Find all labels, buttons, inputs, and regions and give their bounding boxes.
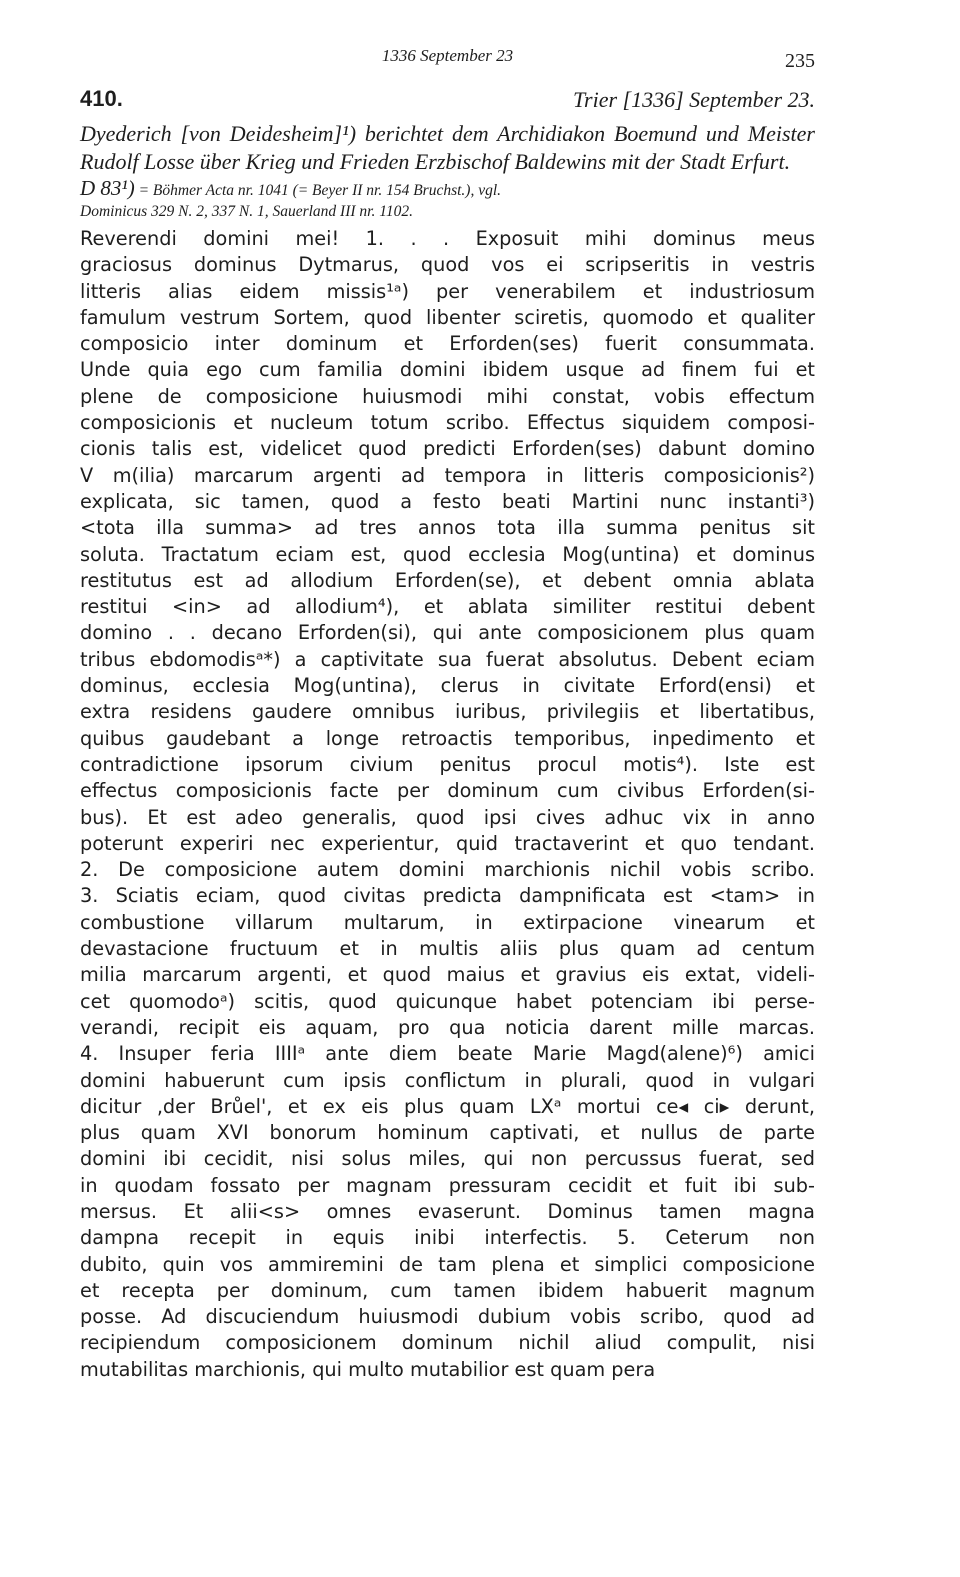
text-line: contradictione ipsorum civium penitus procul motis⁴). Iste est bbox=[80, 752, 815, 776]
text-line: dominus, ecclesia Mog(untina), clerus in civitate Erford(ensi) et bbox=[80, 674, 815, 698]
document-number: 410. bbox=[80, 86, 123, 111]
text-line: V m(ilia) marcarum argenti ad tempora in litteris composicionis²) bbox=[80, 463, 815, 487]
text-line: dicitur ‚der Brůel', et ex eis plus quam LXᵃ mortui ce◂ ci▸ derunt, bbox=[80, 1094, 815, 1118]
text-line: 3. Sciatis eciam, quod civitas predicta dampnificata est <tam> in bbox=[80, 884, 815, 908]
text-line: extra residens gaudere omnibus iuribus, privilegiis et libertatibus, bbox=[80, 700, 815, 724]
text-line: restitui <in> ad allodium⁴), et ablata similiter restitui debent bbox=[80, 595, 815, 619]
text-line: cet quomodoᵃ) scitis, quod quicunque habet potenciam ibi perse- bbox=[80, 989, 815, 1013]
text-line: 4. Insuper feria IIIIᵃ ante diem beate Marie Magd(alene)⁶) amici bbox=[80, 1042, 815, 1066]
text-line: plus quam XVI bonorum hominum captivati, et nullus de parte bbox=[80, 1121, 815, 1145]
text-line: <tota illa summa> ad tres annos tota illa summa penitus sit bbox=[80, 516, 815, 540]
running-head bbox=[80, 40, 815, 82]
regest: Dyederich [von Deidesheim]¹) berichtet dem Archidiakon Boemund und Meister Rudolf Losse über Krieg und Frieden Erzbischof Baldewins mit der Stadt Erfurt. bbox=[80, 121, 815, 174]
text-line: soluta. Tractatum eciam est, quod ecclesia Mog(untina) et dominus bbox=[80, 542, 815, 566]
text-line: explicata, sic tamen, quod a festo beati Martini nunc instanti³) bbox=[80, 489, 815, 513]
text-line: 2. De composicione autem domini marchionis nichil vobis scribo. bbox=[80, 858, 815, 882]
text-line: Reverendi domini mei! 1. . . Exposuit mihi dominus meus bbox=[80, 227, 815, 250]
text-line: dampna recepit in equis inibi interfectis. 5. Ceterum non bbox=[80, 1226, 815, 1250]
text-line: recipiendum composicionem dominum nichil aliud compulit, nisi bbox=[80, 1331, 815, 1355]
text-line: devastacione fructuum et in multis aliis plus quam ad centum bbox=[80, 937, 815, 961]
text-line: plene de composicione huiusmodi mihi constat, vobis effectum bbox=[80, 384, 815, 408]
text-line: tribus ebdomodisᵃ*) a captivitate sua fuerat absolutus. Debent eciam bbox=[80, 647, 815, 671]
text-line: poterunt experiri nec experientur, quid tractaverint et quo tendant. bbox=[80, 831, 815, 855]
document-heading bbox=[80, 86, 815, 120]
text-line: domini habuerunt cum ipsis conflictum in plurali, quod in vulgari bbox=[80, 1068, 815, 1092]
text-line: graciosus dominus Dytmarus, quod vos ei scripseritis in vestris bbox=[80, 253, 815, 277]
text-line: domino . . decano Erforden(si), qui ante composicionem plus quam bbox=[80, 621, 815, 645]
text-line: mersus. Et alii<s> omnes evaserunt. Dominus tamen magna bbox=[80, 1199, 815, 1223]
text-line: composicio inter dominum et Erforden(ses) fuerit consummata. bbox=[80, 332, 815, 356]
text-line: quibus gaudebant a longe retroactis temporibus, inpedimento et bbox=[80, 726, 815, 750]
text-line: effectus composicionis facte per dominum cum civibus Erforden(si- bbox=[80, 779, 815, 803]
page-content bbox=[80, 40, 815, 1383]
source-line-1 bbox=[80, 178, 815, 201]
text-line: posse. Ad discuciendum huiusmodi dubium vobis scribo, quod ad bbox=[80, 1305, 815, 1329]
text-line: combustione villarum multarum, in extirpacione vinearum et bbox=[80, 910, 815, 934]
page-number: 235 bbox=[785, 50, 815, 72]
text-line: cionis talis est, videlicet quod predicti Erforden(ses) dabunt domino bbox=[80, 437, 815, 461]
text-line: milia marcarum argenti, et quod maius et gravius eis extat, videli- bbox=[80, 963, 815, 987]
source-references bbox=[80, 178, 815, 222]
source-siglum: D 83¹) bbox=[80, 176, 135, 200]
text-line: verandi, recipit eis aquam, pro qua noticia darent mille marcas. bbox=[80, 1015, 815, 1039]
text-line: composicionis et nucleum totum scribo. Effectus siquidem composi- bbox=[80, 411, 815, 435]
letter-text bbox=[80, 226, 815, 1383]
text-line: dubito, quin vos ammiremini de tam plena et simplici composicione bbox=[80, 1252, 815, 1276]
text-line: in quodam fossato per magnam pressuram cecidit et fuit ibi sub- bbox=[80, 1173, 815, 1197]
text-line: domini ibi cecidit, nisi solus miles, qui non percussus fuerat, sed bbox=[80, 1147, 815, 1171]
source-line-2: Dominicus 329 N. 2, 337 N. 1, Sauerland III nr. 1102. bbox=[80, 203, 413, 220]
text-line: et recepta per dominum, cum tamen ibidem habuerit magnum bbox=[80, 1278, 815, 1302]
text-line: mutabilitas marchionis, qui multo mutabilior est quam pera bbox=[80, 1357, 656, 1381]
source-line-1-rest: = Böhmer Acta nr. 1041 (= Beyer II nr. 154 Bruchst.), vgl. bbox=[134, 182, 502, 199]
place-date: Trier [1336] September 23. bbox=[573, 87, 815, 112]
text-line: famulum vestrum Sortem, quod libenter sciretis, quomodo et qualiter bbox=[80, 305, 815, 329]
text-line: bus). Et est adeo generalis, quod ipsi cives adhuc vix in anno bbox=[80, 805, 815, 829]
text-line: litteris alias eidem missis¹ᵃ) per venerabilem et industriosum bbox=[80, 279, 815, 303]
text-line: Unde quia ego cum familia domini ibidem usque ad finem fui et bbox=[80, 358, 815, 382]
text-line: restitutus est ad allodium Erforden(se), et debent omnia ablata bbox=[80, 568, 815, 592]
running-title: 1336 September 23 bbox=[381, 46, 514, 65]
